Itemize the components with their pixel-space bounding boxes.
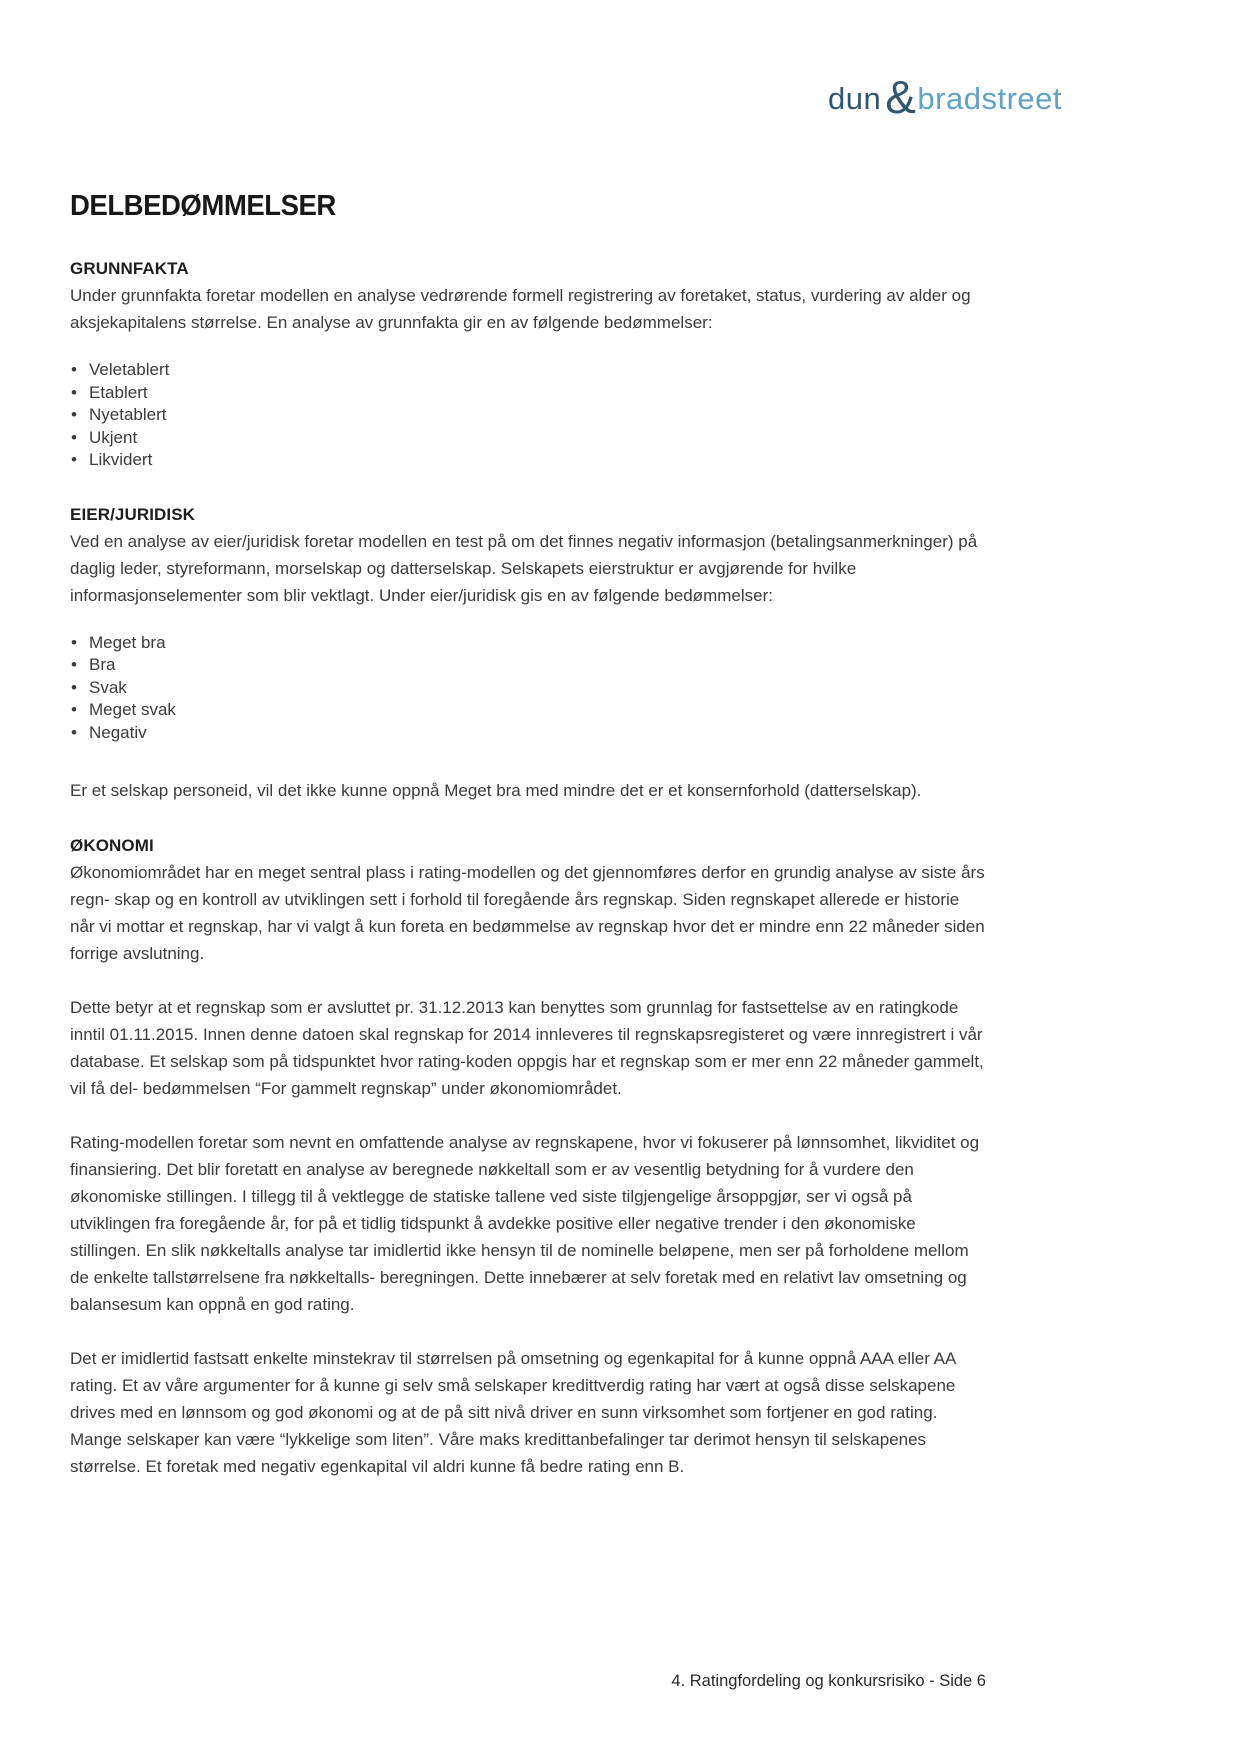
bullet-list-eier-juridisk <box>70 632 986 745</box>
section-heading-okonomi: ØKONOMI <box>70 836 154 855</box>
list-item: • Nyetablert <box>70 404 986 427</box>
list-item: • Etablert <box>70 382 986 405</box>
list-item: • Meget bra <box>70 632 986 655</box>
list-item: • Bra <box>70 654 986 677</box>
list-item: • Ukjent <box>70 427 986 450</box>
list-item: • Meget svak <box>70 699 986 722</box>
page-footer: 4. Ratingfordeling og konkursrisiko - Side 6 <box>671 1672 986 1690</box>
logo-word-bradstreet: bradstreet <box>917 81 1062 116</box>
list-item: • Veletablert <box>70 359 986 382</box>
section-note-eier-juridisk: Er et selskap personeid, vil det ikke kunne oppnå Meget bra med mindre det er et konsernforhold (datterselskap). <box>70 781 922 800</box>
section-intro-grunnfakta: Under grunnfakta foretar modellen en analyse vedrørende formell registrering av foretaket, status, vurdering av alder og aksjekapitalens størrelse. En analyse av grunnfakta gir en av følgende bedømmelser: <box>70 286 971 332</box>
paragraph: Økonomiområdet har en meget sentral plass i rating-modellen og det gjennomføres derfor en grundig analyse av siste års regn- skap og en kontroll av utviklingen sett i forhold til foregående års regnskap. Siden regnskapet allerede er historie når vi mottar et regnskap, har vi valgt å kun foreta en bedømmelse av regnskap hvor det er mindre enn 22 måneder siden forrige avslutning. <box>70 863 985 963</box>
logo-ampersand-icon: & <box>885 71 917 123</box>
section-heading-eier-juridisk: EIER/JURIDISK <box>70 504 196 524</box>
list-item: • Likvidert <box>70 449 986 472</box>
paragraph: Det er imidlertid fastsatt enkelte minstekrav til størrelsen på omsetning og egenkapital for å kunne oppnå AAA eller AA rating. Et av våre argumenter for å kunne gi selv små selskaper kredittverdig rating har vært at også disse selskapene drives med en lønnsom og god økonomi og at de på sitt nivå driver en sunn virksomhet som fortjener en god rating. Mange selskaper kan være “lykkelige som liten”. Våre maks kredittanbefalinger tar derimot hensyn til selskapenes størrelse. Et foretak med negativ egenkapital vil aldri kunne få bedre rating enn B. <box>70 1349 956 1476</box>
page-title: DELBEDØMMELSER <box>70 190 336 222</box>
paragraph: Dette betyr at et regnskap som er avsluttet pr. 31.12.2013 kan benyttes som grunnlag for fastsettelse av en ratingkode inntil 01.11.2015. Innen denne datoen skal regnskap for 2014 innleveres til regnskapsregisteret og være innregistrert i vår database. Et selskap som på tidspunktet hvor rating-koden oppgis har et regnskap som er mer enn 22 måneder gammelt, vil få del- bedømmelsen “For gammelt regnskap” under økonomiområdet. <box>70 998 984 1098</box>
paragraph: Rating-modellen foretar som nevnt en omfattende analyse av regnskapene, hvor vi fokuserer på lønnsomhet, likviditet og finansiering. Det blir foretatt en analyse av beregnede nøkkeltall som er av vesentlig betydning for å vurdere den økonomiske stillingen. I tillegg til å vektlegge de statiske tallene ved siste tilgjengelige årsoppgjør, ser vi også på utviklingen fra foregående år, for på et tidlig tidspunkt å avdekke positive eller negative trender i den økonomiske stillingen. En slik nøkkeltalls analyse tar imidlertid ikke hensyn til de nominelle beløpene, men ser på forholdene mellom de enkelte tallstørrelsene fra nøkkeltalls- beregningen. Dette innebærer at selv foretak med en relativt lav omsetning og balansesum kan oppnå en god rating. <box>70 1133 980 1314</box>
bullet-list-grunnfakta <box>70 359 986 472</box>
list-item: • Negativ <box>70 722 986 745</box>
dnb-logo <box>828 71 1062 123</box>
section-heading-grunnfakta: GRUNNFAKTA <box>70 259 189 278</box>
section-intro-eier-juridisk: Ved en analyse av eier/juridisk foretar modellen en test på om det finnes negativ informasjon (betalingsanmerkninger) på daglig leder, styreformann, morselskap og datterselskap. Selskapets eierstruktur er avgjørende for hvilke informasjonselementer som blir vektlagt. Under eier/juridisk gis en av følgende bedømmelser: <box>70 531 978 605</box>
logo-word-dun: dun <box>828 81 882 116</box>
document-body <box>70 190 986 1507</box>
list-item: • Svak <box>70 677 986 700</box>
